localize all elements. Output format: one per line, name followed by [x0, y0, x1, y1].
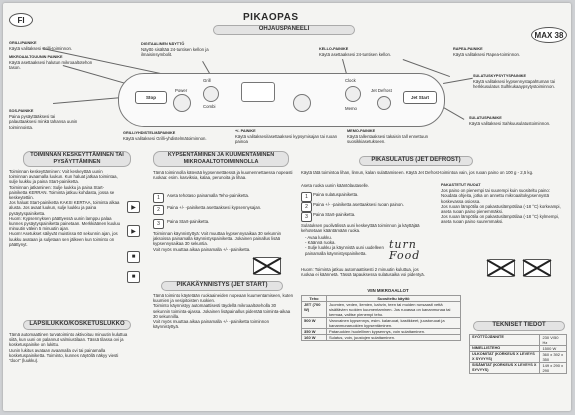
stop-callout: SOS-PAINIKE Paina pysäyttääksesi tai palauttaaksesi minkä tahansa uunin toiminnoista.	[9, 109, 78, 130]
child-lock-heading: LAPSILUKKO/KOSKETUSLUKKO	[23, 320, 131, 330]
table-row	[470, 335, 567, 346]
page-title: PIKAOPAS	[243, 12, 299, 23]
digital-display	[241, 82, 275, 102]
power-use: Pataruokien huolellinen kypsennys, voin sulattaminen.	[327, 329, 461, 335]
table-row	[470, 352, 567, 363]
defrost-step-3: Paina Start-painiketta.	[313, 212, 356, 217]
power-use: Varovainen kypsennys, esim. kalaruoat, kastikkeet, juustoruoat ja kananmunaruokien kypsentäminen.	[327, 318, 461, 329]
power-level: JET (700 W)	[302, 302, 327, 318]
defrost-auto-note: Huom: Toiminta jatkuu automaattisesti 2 minuutin kuluttua, jos ruokaa ei käännetä. Tässä tapauksessa sulatusaika voi pidentyä.	[301, 267, 425, 278]
tech-specs-table	[469, 334, 567, 374]
spec-key: NIMELLISTEHO	[470, 346, 540, 352]
jet-start-text: Tämä toiminto käytetään ruokaaineiden nopeaan kuumentamiseen, kuten kuumien ja vesipitoisten ruokien. Toiminto käynnistyy automaattisesti täydellä mikroaaltoteholla 30 sekunnin toiminta-ajassa. Jokainen lisäpainallus pidentää toiminta-aikaa 30 sekunnilla. Voit myös muuttaa aikaa painamalla +/- -painiketta toiminnon käynnistyttyä.	[153, 293, 293, 330]
grill-button[interactable]	[203, 86, 219, 102]
clock-callout: KELLO-PAINIKE Käytä asettaaksesi 24-tuntisen kellon.	[319, 47, 392, 58]
power-table-title: VIIN MIKROAALLOT	[367, 288, 409, 293]
stop-icon: ■	[127, 271, 140, 283]
start-icon: ▶	[127, 225, 140, 237]
power-use: Sulatus, voin, juustojen sulattaminen.	[327, 335, 461, 341]
tech-specs-heading: TEKNISET TIEDOT	[473, 321, 565, 331]
spec-key: SYÖTTÖJÄNNITE	[470, 335, 540, 346]
no-metal-icon	[487, 259, 515, 277]
power-button[interactable]	[173, 94, 191, 112]
table-row	[302, 318, 461, 329]
table-row	[302, 302, 461, 318]
power-table	[301, 295, 461, 341]
microwave-cooking-heading: KYPSENTÄMINEN JA KUUMENTAMINEN MIKROAALTOTOIMINNOLLA	[153, 151, 289, 167]
microwave-callout: MIKROAALTOUUNIN PAINIKE Käytä asettaaksesi halutun mikroaaltotehon tason.	[9, 55, 93, 71]
table-header: Suositeltu käyttö	[327, 296, 461, 302]
grill-callout: GRILLIPAINIKE Käytä valitaksesi Grilli-toiminnon.	[9, 41, 73, 52]
step-one-icon: 1	[301, 192, 312, 202]
pause-stop-text: Toiminnan keskeyttäminen: Voit keskeyttää uunin toiminnan avaamalla luukun. Kun haluat jatkaa toimintaa, sulje luukku ja paina Start-painiketta. Toiminnan jatkaminen: Sulje luukku ja paina Start-painiketta KERRAN. Toiminta jatkuu kohdasta, jossa se keskeytettiin. Jos haluat Start-painiketta KAKSI KERTAA, toiminta alkaa alusta. Jos avaat luukun, sulje luukku ja paina pysäytyspainiketta. Huom: Kypsennyksen päättyessä uunin lamppu palaa kunnes pysäytyspainiketta painetaan. Merkkiäänen kuuluu minuutin välein 5 minuutin ajan. Huom! Asetukset säilyvät muistissa 60 sekunnin ajan, jos luukku avataan ja suljetaan sen jälkeen kun toiminto on päättynyt.	[9, 169, 121, 247]
step-three-icon: 3	[153, 219, 164, 229]
memo-callout: MEMO-PAINIKE Käytä tallentaaksesi takaisin tall ennettuun suosikkiasetukseen.	[347, 129, 428, 145]
clock-button[interactable]	[345, 86, 361, 102]
plus-minus-dial[interactable]	[293, 94, 311, 112]
power-use: Juomien, veden, liemien, kahvin, teen tai muiden runsaasti vettä sisältävien ruokien kuumentaminen. Jos ruoassa on kananmunaa tai kermaa, valitse pienempi teho.	[327, 302, 461, 318]
language-badge: FI	[9, 13, 33, 27]
memo-label: Memo	[345, 106, 357, 111]
table-row	[470, 363, 567, 374]
no-metal-icon	[523, 259, 551, 277]
jet-defrost-intro: Käytä tätä toimintoa lihan, linnun, kalan sulattamiseen. Käytä Jet Defrost-toimintoa vain, jos ruoan paino on 100 g - 2,5 kg.	[301, 170, 534, 175]
jetstart-callout: SULATUSPAINIKE Käytä valitaksesi Sahkuusulatustoiminnon.	[469, 116, 551, 127]
power-label: Power	[175, 88, 188, 93]
microwave-step-3: Paina Start-painiketta.	[167, 219, 210, 224]
stop-icon: ■	[127, 251, 140, 263]
no-metal-icon	[253, 257, 281, 275]
pause-stop-heading: TOIMINNAN KESKEYTTÄMINEN TAI PYSÄYTTÄMINEN	[23, 151, 131, 167]
control-panel	[118, 73, 445, 127]
child-lock-text: Tämä automaattinen turvatoiminto aktivoituu minuutin kuluttua siitä, kun uuni on palannut valmiustilaan. Tässä tilassa ovi ja kosketuspainike on lukittu. Uunin lukitus avataan avaamalla ovi tai painamalla kosketuspainiketta. Toiminto, kunnes näytöllä näkyy viesti "door" (luukku).	[9, 332, 128, 364]
microwave-step-1: Aseta tehotaso painamalla Teho-painiketta.	[167, 193, 250, 198]
defrost-turn-steps: - Avaa luukku. - Käännä ruoka. - Sulje luukku ja käynnistä uuni uudelleen painamalla käynnistyspainiketta.	[305, 235, 384, 256]
quick-guide-sheet	[3, 3, 571, 411]
clock-label: Clock	[345, 78, 356, 83]
step-two-icon: 2	[153, 205, 164, 215]
spec-key: SISÄMITAT (KORKEUS X LEVEYS X SYVYYS)	[470, 363, 540, 374]
step-two-icon: 2	[301, 202, 312, 212]
jet-defrost-place: Aseta ruoka uunin kääntölautaselle.	[301, 183, 370, 188]
spec-value: 149 x 290 x 290	[540, 363, 567, 374]
microwave-step-2: Paina +/- -painiketta asettaaksesi kypsennysajan.	[167, 205, 262, 210]
defrost-turn-note: Sulatuksen puolivälissä uuni keskeyttää toiminnon ja käyttäjää kehotetaan kääntämään ruoka.	[301, 223, 420, 234]
auto-callout: SULATUSKYPSYTYSPAINIKE Käytä valitaksesi kypsennystapahtuman tai herkkusulatus Sulhkukaaypsytystoiminnon.	[473, 74, 555, 90]
jet-defrost-button[interactable]	[377, 96, 391, 110]
start-icon: ▶	[127, 201, 140, 213]
jetdefrost-label: Jet Defrost	[371, 88, 392, 93]
combi-label: Combi	[203, 104, 216, 109]
spec-key: ULKOMITAT (KORKEUS X LEVEYS X SYVYYS)	[470, 352, 540, 363]
power-level: 160 W	[302, 335, 327, 341]
rapid-callout: RAPEA-PAINIKE Käytä valitaksesi Rapea-toiminnon.	[453, 47, 521, 58]
spec-value: 230 V/50 Hz	[540, 335, 567, 346]
display-callout: DIGITAALINEN NÄYTTÖ Näyttö sisältää 24-tuntisen kellon ja ilmaisinsymbolit.	[141, 42, 209, 58]
jet-start-button[interactable]: Jet Start	[403, 91, 437, 104]
frozen-food-sidebar: PAKASTETUT RUOAT Jos paino on pienempi tai suurempi kuin suositeltu paino: Noudata ohjeita, jotka on annettu mikroaaltokypsennystä koskevassa osiossa. Jos ruoan lämpötila on pakastuslämpötilaa (-18 °C) korkeampi, aseta ruoan paino pienemmäksi. Jos ruoan lämpötila on pakastuslämpötilaa (-18 °C) kylmempi, aseta ruoan paino suuremmaksi.	[441, 183, 561, 225]
turn-food-logo: turn Food	[389, 238, 421, 262]
callout-line	[443, 78, 473, 84]
stop-button[interactable]: Stop	[135, 91, 167, 104]
microwave-cooking-notes: Toiminnan käynnistyttyä: Voit muuttaa kypsennysaikaa 30 sekunnin jaksoissa painamalla käynnistyspainiketta. Jokainen painallus lisää kypsennysaikaa 30 sekuntia. Voit myös muuttaa aikaa painamalla +/- -painiketta.	[153, 231, 282, 252]
defrost-step-1: Paina sulatuspainiketta.	[313, 192, 359, 197]
power-level: 350 W	[302, 329, 327, 335]
microwave-cooking-intro: Tämä toiminnolla kätevää kypsennettäessä ja kuumennettaessa nopeasti ruokaa: esim. kasviksia, kalaa, perunoita ja lihaa.	[153, 170, 293, 181]
control-panel-heading: OHJAUSPANEELI	[213, 25, 355, 35]
spec-value: 360 x 392 x 350	[540, 352, 567, 363]
table-row	[302, 335, 461, 341]
spec-value: 1500 W	[540, 346, 567, 352]
step-three-icon: 3	[301, 212, 312, 222]
step-one-icon: 1	[153, 193, 164, 203]
defrost-step-2: Paina +/- -painiketta asettaaksesi ruoan painon.	[313, 202, 404, 207]
jet-start-heading: PIKAKÄYNNISTYS (JET START)	[161, 281, 283, 291]
jet-defrost-heading: PIKASULATUS (JET DEFROST)	[359, 156, 473, 166]
power-level: 500 W	[302, 318, 327, 329]
plusminus-callout: +/- PAINIKE Käytä valitaksesi/asettaaksesi kypsymisajan tai ruoan painoa	[235, 129, 337, 145]
table-header: Teho	[302, 296, 327, 302]
model-badge: MAX 38	[531, 27, 567, 43]
grill-label: Grill	[203, 78, 211, 83]
combi-callout: GRILLIYHDISTELMÄPAINIKE Käytä valitaksesi Grilli-yhdistelmätoiminnon.	[123, 131, 207, 142]
